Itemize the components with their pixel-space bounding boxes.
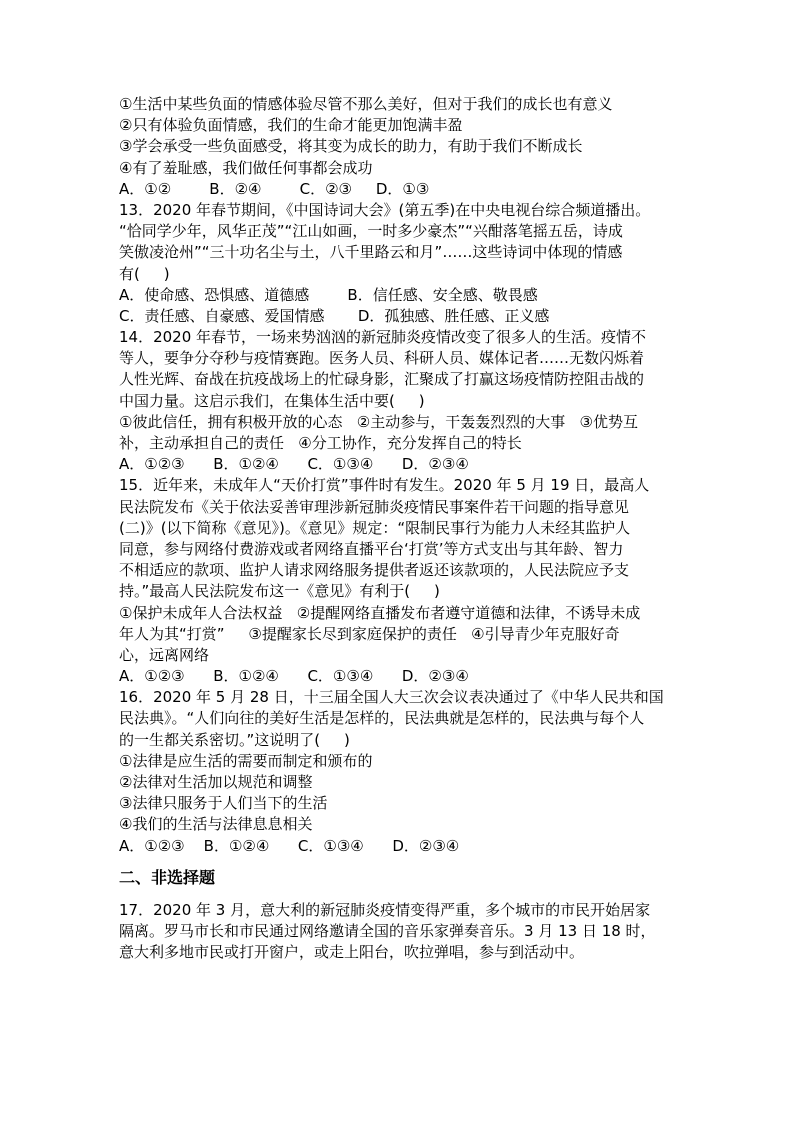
answer-choices: A．①②③ B．①②④ C．①③④ D．②③④ [119, 836, 460, 855]
answer-choices: A．①② B．②④ C．②③ D．①③ [119, 179, 430, 198]
question-15 [119, 475, 794, 687]
question-text: 笑傲凌沧州”“三十功名尘与土，八千里路云和月”……这些诗词中体现的情感 [119, 243, 623, 262]
question-text: 的一生都关系密切。”这说明了( ) [119, 730, 350, 749]
question-text: (二)》(以下简称《意见》)。《意见》规定：“限制民事行为能力人未经其监护人 [119, 518, 631, 537]
question-text: 意大利多地市民或打开窗户，或走上阳台，吹拉弹唱，参与到活动中。 [119, 943, 585, 962]
question-text: 等人，要争分夺秒与疫情赛跑。医务人员、科研人员、媒体记者……无数闪烁着 [119, 349, 645, 368]
question-14 [119, 327, 794, 475]
answer-choices: A．①②③ B．①②④ C．①③④ D．②③④ [119, 455, 469, 474]
question-text: 15．近年来，未成年人“天价打赏”事件时有发生。2020 年 5 月 19 日，最高人 [119, 476, 650, 495]
option-line: ②只有体验负面情感，我们的生命才能更加饱满丰盈 [119, 116, 463, 135]
question-17 [119, 900, 794, 964]
option-line: ①生活中某些负面的情感体验尽管不那么美好，但对于我们的成长也有意义 [119, 95, 613, 113]
answer-choices: A．使命感、恐惧感、道德感 B．信任感、安全感、敬畏感 [119, 285, 538, 304]
question-text: 同意，参与网络付费游戏或者网络直播平台‘打赏’等方式支出与其年龄、智力 [119, 539, 624, 558]
answer-choices: A．①②③ B．①②④ C．①③④ D．②③④ [119, 667, 469, 686]
option-line: ①彼此信任，拥有积极开放的心态 ②主动参与，干轰轰烈烈的大事 ③优势互 [119, 412, 638, 431]
question-text: 持。”最高人民法院发布这一《意见》有利于( ) [119, 582, 440, 601]
question-16 [119, 687, 794, 857]
option-line: ①法律是应生活的需要而制定和颁布的 [119, 751, 373, 770]
option-line: ③学会承受一些负面感受，将其变为成长的助力，有助于我们不断成长 [119, 137, 583, 156]
section-heading: 二、非选择题 [119, 867, 216, 887]
question-text: 民法院发布《关于依法妥善审理涉新冠肺炎疫情民事案件若干问题的指导意见 [119, 497, 630, 516]
question-text: 13．2020 年春节期间，《中国诗词大会》(第五季)在中央电视台综合频道播出。 [119, 200, 651, 219]
question-text: 中国力量。这启示我们，在集体生活中要( ) [119, 391, 425, 410]
answer-choices: C．责任感、自豪感、爱国情感 D．孤独感、胜任感、正义感 [119, 306, 550, 325]
question-text: 人性光辉、奋战在抗疫战场上的忙碌身影，汇聚成了打赢这场疫情防控阻击战的 [119, 370, 645, 389]
question-text: 16．2020 年 5 月 28 日，十三届全国人大三次会议表决通过了《中华人民共和国 [119, 688, 664, 707]
option-line: 补，主动承担自己的责任 ④分工协作，充分发挥自己的特长 [119, 434, 522, 452]
option-line: ④我们的生活与法律息息相关 [119, 815, 313, 834]
option-line: 年人为其“打赏” ③提醒家长尽到家庭保护的责任 ④引导青少年克服好奇 [119, 624, 620, 643]
question-text: 民法典》。“人们向往的美好生活是怎样的，民法典就是怎样的，民法典与每个人 [119, 709, 645, 728]
option-line: ④有了羞耻感，我们做任何事都会成功 [119, 158, 373, 177]
question-13 [119, 200, 794, 327]
question-text: 14．2020 年春节，一场来势汹汹的新冠肺炎疫情改变了很多人的生活。疫情不 [119, 328, 647, 347]
question-text: 有( ) [119, 264, 170, 283]
question-text: “恰同学少年，风华正茂”“江山如画，一时多少豪杰”“兴酣落笔摇五岳，诗成 [119, 222, 623, 241]
question-text: 17．2020 年 3 月，意大利的新冠肺炎疫情变得严重，多个城市的市民开始居家 [119, 900, 651, 919]
question-text: 隔离。罗马市长和市民通过网络邀请全国的音乐家弹奏音乐。3 月 13 日 18 时， [119, 921, 656, 940]
option-line: ③法律只服务于人们当下的生活 [119, 794, 328, 813]
question-12-tail [119, 94, 794, 200]
option-line: ①保护未成年人合法权益 ②提醒网络直播发布者遵守道德和法律，不诱导未成 [119, 603, 641, 622]
option-line: ②法律对生活加以规范和调整 [119, 773, 313, 791]
option-line: 心，远离网络 [119, 645, 210, 664]
question-text: 不相适应的款项、监护人请求网络服务提供者返还该款项的，人民法院应予支 [119, 561, 630, 580]
